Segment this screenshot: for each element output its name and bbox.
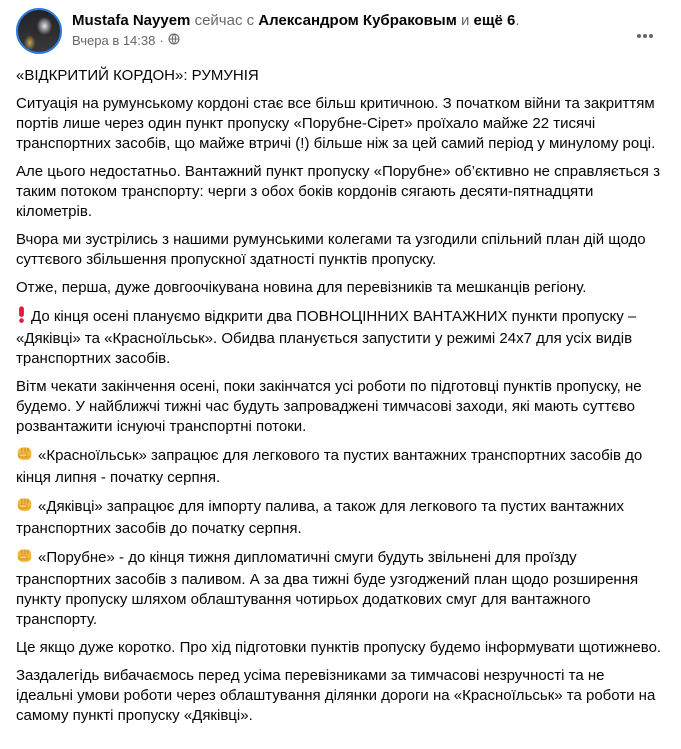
more-count-link[interactable]: ещё 6 <box>473 12 516 29</box>
post-paragraph: Але цього недостатньо. Вантажний пункт пропуску «Порубне» об’єктивно не справляється з таким потоком транспорту: черги з обох боків кордонів сягають десяти-пятнадцяти кілометрів. <box>16 163 660 220</box>
fist-icon <box>16 547 33 570</box>
dot-separator: · <box>159 33 164 48</box>
post-paragraph: Вчора ми зустрілись з нашими румунськими колегами та узгодили спільний план дій щодо суттєвого збільшення пропускної здатності пунктів пропуску. <box>16 231 646 268</box>
red-exclamation-icon <box>18 306 25 329</box>
author-name[interactable]: Mustafa Nayyem <box>72 12 191 29</box>
avatar[interactable] <box>16 8 62 54</box>
post-paragraph: Ситуація на румунському кордоні стає все більш критичною. З початком війни та закриттям портів лише через один пункт пропуску «Порубне-Сірет» проїхало майже 22 тисячі транспортних засобів, що майже втричі (!) більше ніж за цей самий період у минулому році. <box>16 95 656 152</box>
ellipsis-icon <box>635 26 655 46</box>
post-header <box>16 8 665 54</box>
fist-icon <box>16 496 33 519</box>
author-line <box>72 11 520 30</box>
post-paragraph: Вітм чекати закінчення осені, поки закінчатся усі роботи по підготовці пунктів пропуску, не будемо. У найближчі тижні час будуть запроваджені тимчасові заходи, які мають суттєво розвантажити існуючі транспортні потоки. <box>16 378 642 435</box>
connector-text: сейчас с <box>194 12 255 29</box>
timestamp[interactable]: Вчера в 14:38 <box>72 33 156 48</box>
tagged-name[interactable]: Александром Кубраковым <box>258 12 457 29</box>
post-paragraph: Отже, перша, дуже довгоочікувана новина для перевізників та мешканців регіону. <box>16 279 587 296</box>
sentence-period: . <box>515 12 520 29</box>
post-paragraph: «Порубне» - до кінця тижня дипломатичні смуги будуть звільнені для проїзду транспортних засобів з паливом. А за два тижні буде узгоджений план щодо розширення пункту пропуску шляхом облаштування чотирьох додаткових смуг для вантажного транспорту. <box>16 549 639 628</box>
post-paragraph: «Красноїльськ» запрацює для легкового та пустих вантажних транспортних засобів до кінця липня - початку серпня. <box>16 447 643 486</box>
and-word: и <box>460 12 470 29</box>
post-paragraph: «ВІДКРИТИЙ КОРДОН»: РУМУНІЯ <box>16 67 259 84</box>
post-paragraph: Заздалегідь вибачаємось перед усіма перевізниками за тимчасові незручності та не ідеальні умови роботи через облаштування ділянки дороги на «Красноїльськ» та роботи на самому пункті пропуску «Дяківці». <box>16 667 656 724</box>
meta-line <box>72 33 520 49</box>
fist-icon <box>16 445 33 468</box>
globe-icon <box>168 33 180 49</box>
header-text <box>72 8 520 49</box>
post-menu-button[interactable] <box>629 20 661 52</box>
post-paragraph: Це якщо дуже коротко. Про хід підготовки пунктів пропуску будемо інформувати щотижнево. <box>16 639 662 656</box>
post-text <box>16 66 665 726</box>
post-paragraph: «Дяківці» запрацює для імпорту палива, а також для легкового та пустих вантажних транспортних засобів до початку серпня. <box>16 498 624 537</box>
post-paragraph: До кінця осені плануємо відкрити два ПОВНОЦІННИХ ВАНТАЖНИХ пункти пропуску – «Дяківці» та «Красноїльськ». Обидва планується запустити у режимі 24х7 для усіх видів транспортних засобів. <box>16 308 637 367</box>
